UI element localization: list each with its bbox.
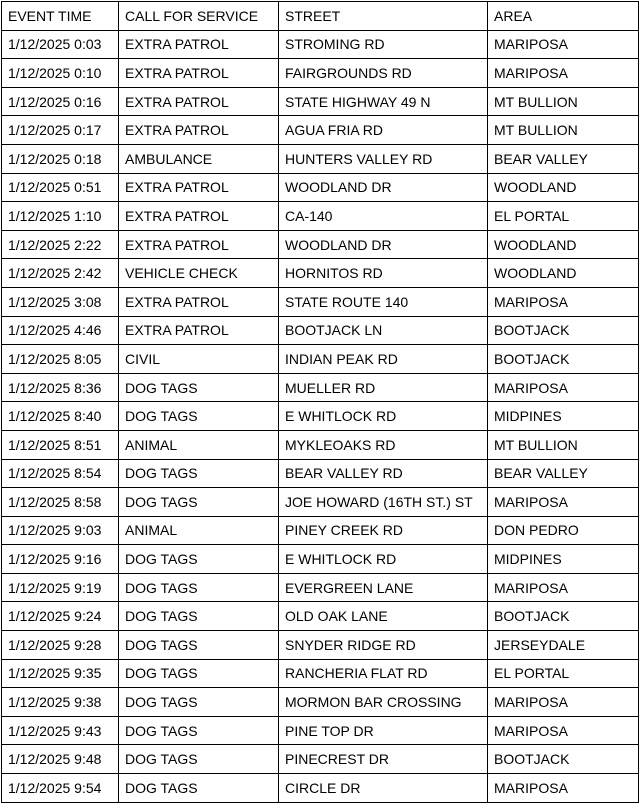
area-cell: MARIPOSA [488,716,639,745]
event-time-cell: 1/12/2025 9:54 [2,774,119,803]
event-time-cell: 1/12/2025 8:36 [2,373,119,402]
event-time-cell: 1/12/2025 1:10 [2,202,119,231]
table-row [2,602,639,631]
call-for-service-cell: AMBULANCE [119,144,279,173]
area-cell: MARIPOSA [488,373,639,402]
call-for-service-cell: DOG TAGS [119,774,279,803]
call-for-service-cell: DOG TAGS [119,688,279,717]
table-row [2,516,639,545]
area-cell: BEAR VALLEY [488,459,639,488]
area-cell: WOODLAND [488,230,639,259]
column-header-area: AREA [488,2,639,31]
area-cell: BOOTJACK [488,345,639,374]
call-for-service-cell: DOG TAGS [119,602,279,631]
street-cell: WOODLAND DR [279,173,488,202]
event-time-cell: 1/12/2025 3:08 [2,287,119,316]
area-cell: WOODLAND [488,173,639,202]
area-cell: EL PORTAL [488,202,639,231]
table-row [2,30,639,59]
event-time-cell: 1/12/2025 9:35 [2,659,119,688]
table-row [2,345,639,374]
table-row [2,116,639,145]
call-for-service-cell: EXTRA PATROL [119,173,279,202]
area-cell: MARIPOSA [488,287,639,316]
street-cell: HORNITOS RD [279,259,488,288]
street-cell: MUELLER RD [279,373,488,402]
table-row [2,573,639,602]
table-row [2,202,639,231]
table-row [2,259,639,288]
event-time-cell: 1/12/2025 9:16 [2,545,119,574]
event-time-cell: 1/12/2025 9:24 [2,602,119,631]
event-time-cell: 1/12/2025 9:19 [2,573,119,602]
event-time-cell: 1/12/2025 0:16 [2,87,119,116]
event-time-cell: 1/12/2025 4:46 [2,316,119,345]
street-cell: BEAR VALLEY RD [279,459,488,488]
street-cell: PINE TOP DR [279,716,488,745]
table-row [2,430,639,459]
event-time-cell: 1/12/2025 8:40 [2,402,119,431]
area-cell: MARIPOSA [488,30,639,59]
header-row [2,2,639,31]
street-cell: HUNTERS VALLEY RD [279,144,488,173]
call-for-service-cell: ANIMAL [119,516,279,545]
event-time-cell: 1/12/2025 8:05 [2,345,119,374]
street-cell: CA-140 [279,202,488,231]
event-time-cell: 1/12/2025 8:54 [2,459,119,488]
event-time-cell: 1/12/2025 2:22 [2,230,119,259]
table-row [2,316,639,345]
call-for-service-cell: DOG TAGS [119,459,279,488]
street-cell: EVERGREEN LANE [279,573,488,602]
area-cell: BOOTJACK [488,316,639,345]
call-for-service-cell: EXTRA PATROL [119,116,279,145]
street-cell: STROMING RD [279,30,488,59]
table-row [2,230,639,259]
column-header-event-time: EVENT TIME [2,2,119,31]
area-cell: MARIPOSA [488,59,639,88]
table-row [2,373,639,402]
street-cell: FAIRGROUNDS RD [279,59,488,88]
street-cell: SNYDER RIDGE RD [279,631,488,660]
call-for-service-cell: EXTRA PATROL [119,87,279,116]
area-cell: EL PORTAL [488,659,639,688]
area-cell: BOOTJACK [488,745,639,774]
call-for-service-cell: DOG TAGS [119,402,279,431]
table-row [2,688,639,717]
table-row [2,774,639,803]
call-for-service-cell: EXTRA PATROL [119,202,279,231]
street-cell: MYKLEOAKS RD [279,430,488,459]
event-time-cell: 1/12/2025 0:51 [2,173,119,202]
call-for-service-cell: CIVIL [119,345,279,374]
area-cell: BOOTJACK [488,602,639,631]
table-row [2,402,639,431]
event-time-cell: 1/12/2025 9:03 [2,516,119,545]
call-for-service-cell: DOG TAGS [119,545,279,574]
street-cell: STATE HIGHWAY 49 N [279,87,488,116]
call-for-service-cell: DOG TAGS [119,659,279,688]
area-cell: MT BULLION [488,116,639,145]
table-row [2,459,639,488]
table-row [2,488,639,517]
table-row [2,87,639,116]
area-cell: WOODLAND [488,259,639,288]
table-row [2,287,639,316]
column-header-call-for-service: CALL FOR SERVICE [119,2,279,31]
area-cell: MT BULLION [488,87,639,116]
call-for-service-cell: DOG TAGS [119,716,279,745]
street-cell: AGUA FRIA RD [279,116,488,145]
street-cell: STATE ROUTE 140 [279,287,488,316]
area-cell: MARIPOSA [488,774,639,803]
column-header-street: STREET [279,2,488,31]
call-for-service-cell: EXTRA PATROL [119,30,279,59]
street-cell: OLD OAK LANE [279,602,488,631]
event-time-cell: 1/12/2025 9:43 [2,716,119,745]
event-time-cell: 1/12/2025 0:03 [2,30,119,59]
table-row [2,545,639,574]
call-for-service-cell: DOG TAGS [119,745,279,774]
area-cell: DON PEDRO [488,516,639,545]
table-row [2,631,639,660]
table-row [2,659,639,688]
call-for-service-cell: ANIMAL [119,430,279,459]
event-time-cell: 1/12/2025 2:42 [2,259,119,288]
table-row [2,745,639,774]
street-cell: WOODLAND DR [279,230,488,259]
area-cell: BEAR VALLEY [488,144,639,173]
street-cell: INDIAN PEAK RD [279,345,488,374]
street-cell: PINEY CREEK RD [279,516,488,545]
street-cell: E WHITLOCK RD [279,402,488,431]
street-cell: BOOTJACK LN [279,316,488,345]
street-cell: E WHITLOCK RD [279,545,488,574]
table-row [2,59,639,88]
call-for-service-cell: DOG TAGS [119,373,279,402]
call-for-service-cell: EXTRA PATROL [119,316,279,345]
street-cell: JOE HOWARD (16TH ST.) ST [279,488,488,517]
event-time-cell: 1/12/2025 8:58 [2,488,119,517]
call-log-table [1,1,639,803]
call-for-service-cell: EXTRA PATROL [119,287,279,316]
event-time-cell: 1/12/2025 0:18 [2,144,119,173]
event-time-cell: 1/12/2025 9:28 [2,631,119,660]
table-row [2,144,639,173]
event-time-cell: 1/12/2025 8:51 [2,430,119,459]
call-for-service-cell: VEHICLE CHECK [119,259,279,288]
area-cell: MARIPOSA [488,488,639,517]
event-time-cell: 1/12/2025 9:48 [2,745,119,774]
call-for-service-cell: DOG TAGS [119,488,279,517]
event-time-cell: 1/12/2025 0:17 [2,116,119,145]
call-for-service-cell: EXTRA PATROL [119,230,279,259]
area-cell: MIDPINES [488,545,639,574]
call-for-service-cell: EXTRA PATROL [119,59,279,88]
table-row [2,173,639,202]
event-time-cell: 1/12/2025 9:38 [2,688,119,717]
area-cell: MIDPINES [488,402,639,431]
table-row [2,716,639,745]
call-for-service-cell: DOG TAGS [119,631,279,660]
area-cell: MARIPOSA [488,573,639,602]
event-time-cell: 1/12/2025 0:10 [2,59,119,88]
street-cell: PINECREST DR [279,745,488,774]
area-cell: MT BULLION [488,430,639,459]
area-cell: JERSEYDALE [488,631,639,660]
street-cell: MORMON BAR CROSSING [279,688,488,717]
street-cell: RANCHERIA FLAT RD [279,659,488,688]
area-cell: MARIPOSA [488,688,639,717]
street-cell: CIRCLE DR [279,774,488,803]
call-for-service-cell: DOG TAGS [119,573,279,602]
